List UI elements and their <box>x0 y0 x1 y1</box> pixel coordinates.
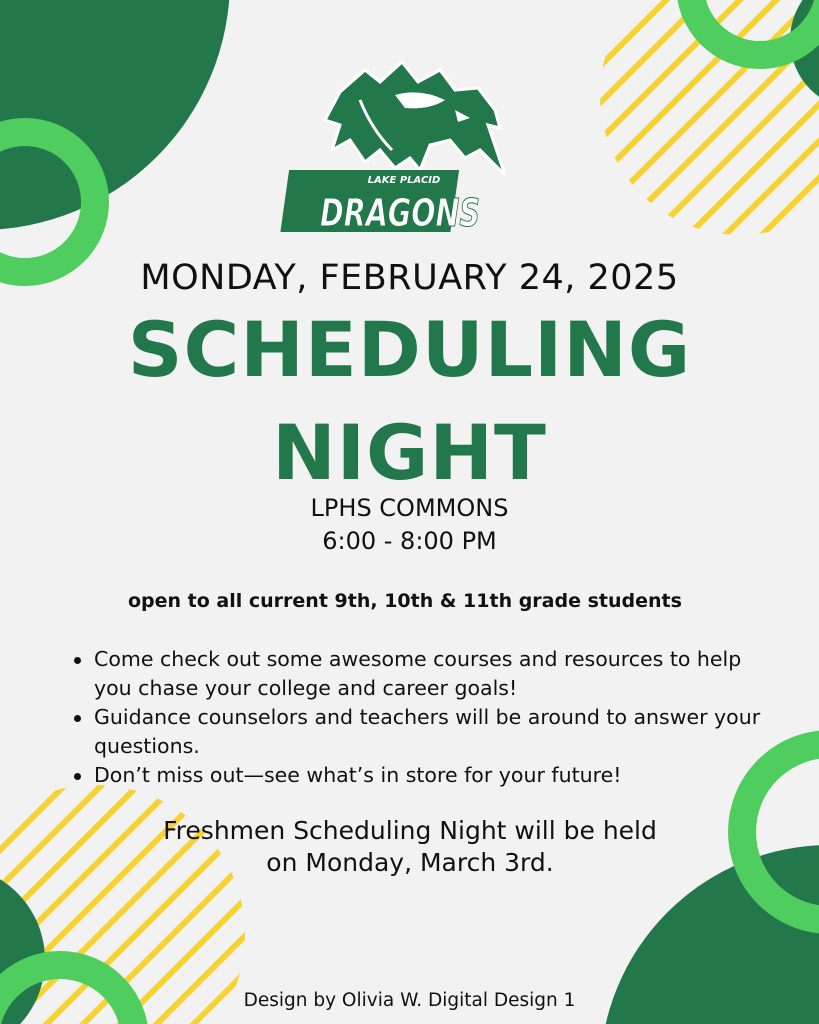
info-bullet-list <box>72 645 762 790</box>
logo-line2: DRAGONS <box>320 191 480 235</box>
list-item: Come check out some awesome courses and resources to help you chase your college and career goals! <box>72 645 762 703</box>
eligibility-note: open to all current 9th, 10th & 11th grade students <box>128 590 682 612</box>
event-location: LPHS COMMONS <box>310 494 509 522</box>
design-credit: Design by Olivia W. Digital Design 1 <box>243 990 576 1011</box>
list-item: Guidance counselors and teachers will be around to answer your questions. <box>72 703 762 761</box>
event-date: MONDAY, FEBRUARY 24, 2025 <box>140 258 679 298</box>
title-line-2: NIGHT <box>272 408 547 497</box>
title-line-1: SCHEDULING <box>127 305 692 394</box>
freshmen-note: Freshmen Scheduling Night will be held on Monday, March 3rd. <box>163 816 657 877</box>
dragon-head-icon <box>325 62 505 175</box>
list-item: Don’t miss out—see what’s in store for your future! <box>72 761 762 790</box>
logo-line1: LAKE PLACID <box>367 175 441 186</box>
logo-wordmark <box>280 170 480 235</box>
event-time: 6:00 - 8:00 PM <box>322 527 497 555</box>
